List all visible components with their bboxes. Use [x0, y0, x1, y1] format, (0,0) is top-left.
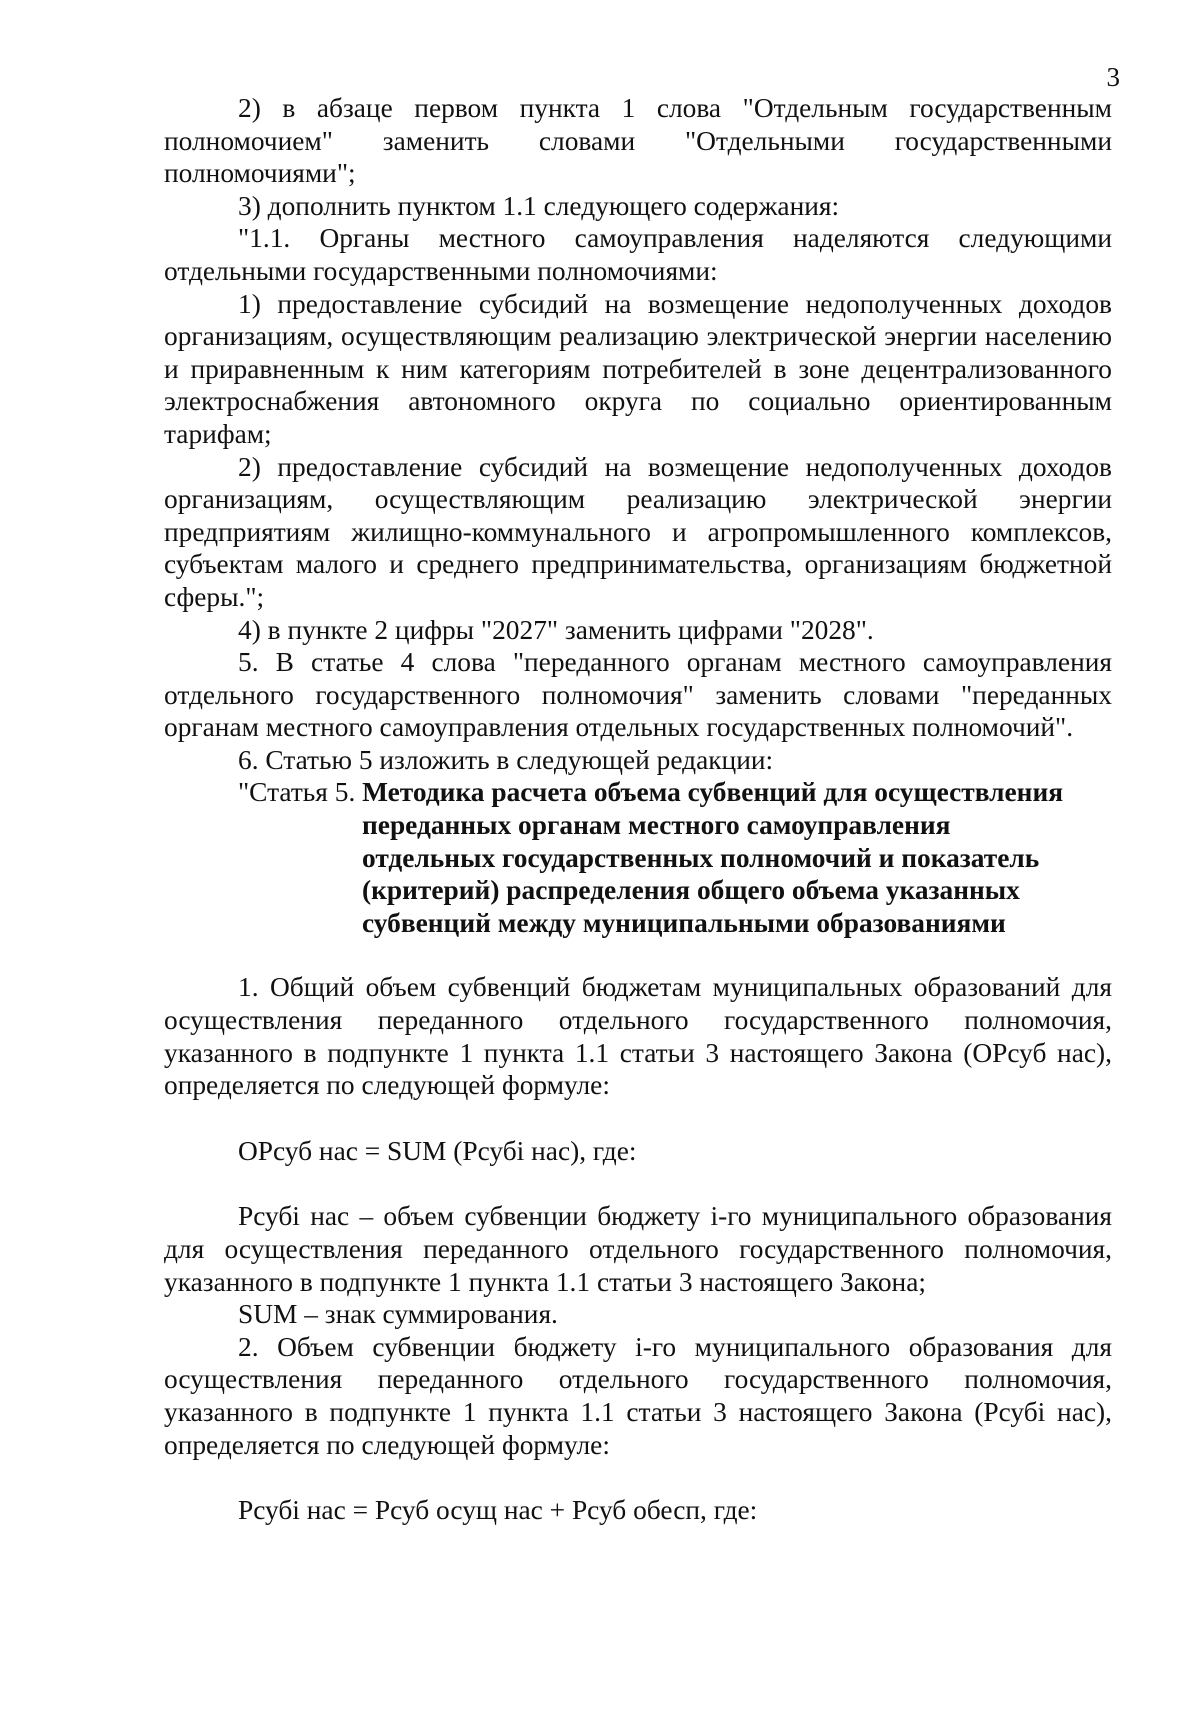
document-body	[164, 92, 1112, 1527]
paragraph-article-5-intro: 6. Статью 5 изложить в следующей редакции:	[238, 744, 774, 775]
paragraph-clause-1-1: "1.1. Органы местного самоуправления наделяются следующими отдельными государственными полномочиями:	[164, 223, 1112, 286]
article-title-line: переданных органам местного самоуправления	[362, 810, 951, 841]
paragraph-amend-3: 3) дополнить пунктом 1.1 следующего содержания:	[238, 190, 840, 221]
article-title-first-line: Методика расчета объема субвенций для осуществления	[362, 777, 1064, 808]
paragraph-article-4-change: 5. В статье 4 слова "переданного органам местного самоуправления отдельного государственного полномочия" заменить словами "переданных органам местного самоуправления отдельных государственных полномочий".	[164, 647, 1112, 743]
section-2-text: 2. Объем субвенции бюджету i-го муниципального образования для осуществления переданного отдельного государственного полномочия, указанного в подпункте 1 пункта 1.1 статьи 3 настоящего Закона (Рсубi нас), определяется по следующей формуле:	[164, 1331, 1112, 1460]
definition-sum: SUM – знак суммирования.	[238, 1299, 558, 1330]
article-heading	[164, 776, 1112, 809]
formula-total-subvention: ОРсуб нас = SUM (Рсубi нас), где:	[238, 1135, 637, 1166]
formula-rsubi: Рсубi нас = Рсуб осущ нас + Рсуб обесп, где:	[238, 1495, 758, 1526]
article-title-lines	[164, 809, 1112, 939]
article-label: "Статья 5.	[238, 777, 356, 808]
article-title-line: (критерий) распределения общего объема указанных	[362, 875, 1020, 906]
section-1-text: 1. Общий объем субвенций бюджетам муниципальных образований для осуществления переданного отдельного государственного полномочия, указанного в подпункте 1 пункта 1.1 статьи 3 настоящего Закона (ОРсуб нас), определяется по следующей формуле:	[164, 972, 1112, 1101]
paragraph-amend-4: 4) в пункте 2 цифры "2027" заменить цифрами "2028".	[238, 614, 874, 645]
definition-rsubi: Рсубi нас – объем субвенции бюджету i-го муниципального образования для осуществления переданного отдельного государственного полномочия, указанного в подпункте 1 пункта 1.1 статьи 3 настоящего Закона;	[164, 1201, 1112, 1297]
paragraph-subclause-1: 1) предоставление субсидий на возмещение недополученных доходов организациям, осуществляющим реализацию электрической энергии населению и приравненным к ним категориям потребителей в зоне децентрализованного электроснабжения автономного округа по социально ориентированным тарифам;	[164, 288, 1112, 449]
article-title-line: субвенций между муниципальными образованиями	[362, 907, 1006, 938]
article-title-line: отдельных государственных полномочий и показатель	[362, 842, 1040, 873]
paragraph-subclause-2: 2) предоставление субсидий на возмещение недополученных доходов организациям, осуществляющим реализацию электрической энергии предприятиям жилищно-коммунального и агропромышленного комплексов, субъектам малого и среднего предпринимательства, организациям бюджетной сферы.";	[164, 451, 1112, 612]
paragraph-amend-2: 2) в абзаце первом пункта 1 слова "Отдельным государственным полномочием" заменить словами "Отдельными государственными полномочиями";	[164, 93, 1112, 189]
page-number: 3	[1106, 62, 1120, 92]
